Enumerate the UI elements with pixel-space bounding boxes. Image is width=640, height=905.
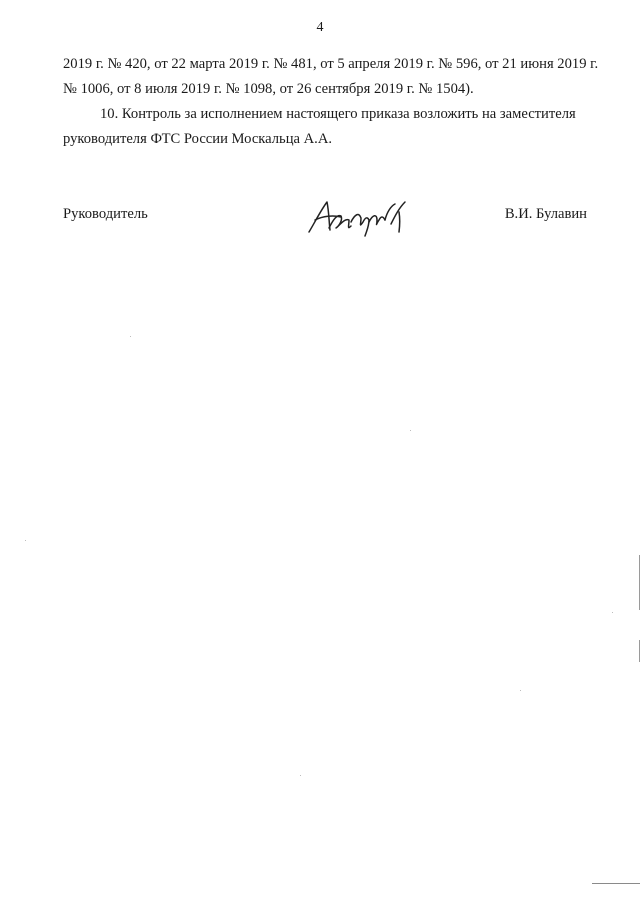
handwritten-signature [303, 192, 413, 240]
paragraph-2-line-2: руководителя ФТС России Москальца А.А. [63, 131, 333, 147]
paragraph-amendments-list [63, 52, 599, 102]
scan-edge-mark [592, 883, 640, 884]
paragraph-1-line-1: 2019 г. № 420, от 22 марта 2019 г. № 481, от 5 апреля 2019 г. № 596, от 21 июня 2019 г. [63, 56, 599, 72]
scan-speck [410, 430, 411, 431]
scan-speck [25, 540, 26, 541]
signatory-name: В.И. Булавин [504, 206, 587, 222]
paragraph-1-line-2: № 1006, от 8 июля 2019 г. № 1098, от 26 сентября 2019 г. № 1504). [63, 81, 474, 97]
paragraph-2-line-1: 10. Контроль за исполнением настоящего приказа возложить на заместителя [100, 106, 576, 122]
scan-speck [612, 612, 613, 613]
page-number: 4 [316, 20, 324, 35]
signatory-position: Руководитель [63, 206, 148, 222]
paragraph-control-clause [63, 102, 599, 152]
signature-block [63, 196, 599, 246]
scan-speck [520, 690, 521, 691]
scan-speck [300, 775, 301, 776]
scan-speck [130, 336, 131, 337]
